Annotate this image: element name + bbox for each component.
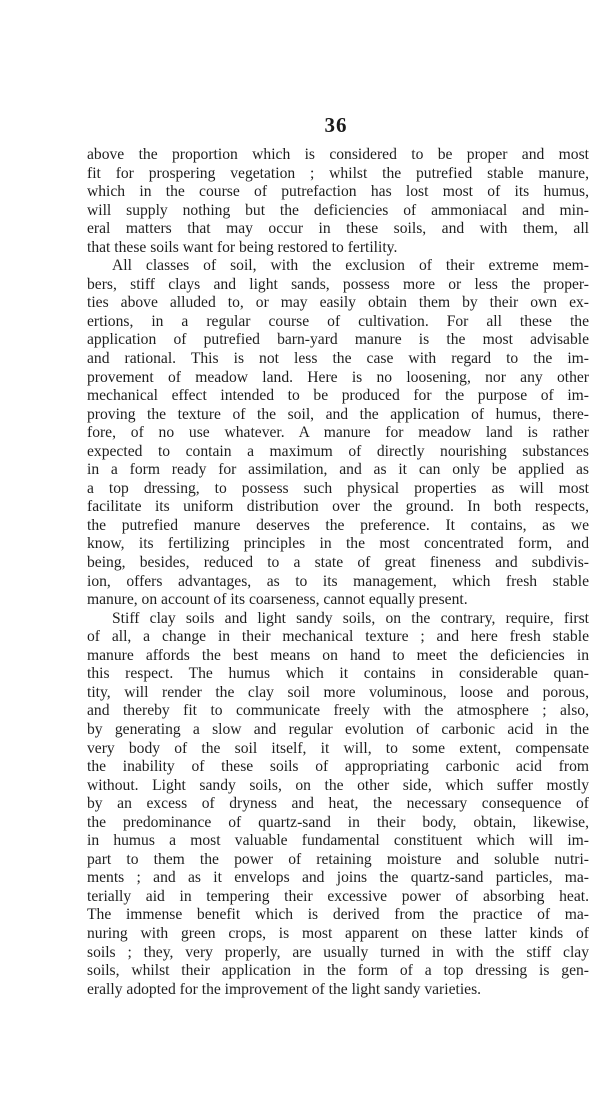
body-text [87, 146, 589, 999]
text-line: and rational. This is not less the case with regard to the im- [87, 350, 589, 368]
page-number: 36 [324, 113, 348, 137]
text-line: Stiff clay soils and light sandy soils, on the contrary, require, first [112, 609, 589, 627]
text-line: in humus a most valuable fundamental constituent which will im- [87, 832, 589, 850]
text-line: ments ; and as it envelops and joins the quartz-sand particles, ma- [87, 869, 589, 887]
text-line: the inability of these soils of appropriating carbonic acid from [87, 758, 589, 776]
text-line: bers, stiff clays and light sands, possess more or less the proper- [87, 275, 589, 293]
text-line: without. Light sandy soils, on the other side, which suffer mostly [87, 776, 589, 794]
text-line: The immense benefit which is derived from the practice of ma- [87, 906, 589, 924]
text-line: manure, on account of its coarseness, cannot equally present. [87, 591, 468, 609]
text-line: ion, offers advantages, as to its management, which fresh stable [87, 572, 589, 590]
text-line: nuring with green crops, is most apparent on these latter kinds of [87, 924, 589, 942]
text-line: will supply nothing but the deficiencies of ammoniacal and min- [87, 201, 589, 219]
text-line: ties above alluded to, or may easily obtain them by their own ex- [87, 294, 589, 312]
text-line: part to them the power of retaining moisture and soluble nutri- [87, 850, 589, 868]
text-line: by an excess of dryness and heat, the necessary consequence of [87, 795, 589, 813]
text-line: which in the course of putrefaction has lost most of its humus, [87, 183, 589, 201]
text-line: ertions, in a regular course of cultivation. For all these the [87, 312, 589, 330]
text-line: that these soils want for being restored to fertility. [87, 238, 398, 256]
text-line: erally adopted for the improvement of the light sandy varieties. [87, 980, 482, 998]
text-line: expected to contain a maximum of directly nourishing substances [87, 442, 589, 460]
text-line: facilitate its uniform distribution over the ground. In both respects, [87, 498, 589, 516]
text-line: terially aid in tempering their excessive power of absorbing heat. [87, 887, 589, 905]
text-line: All classes of soil, with the exclusion of their extreme mem- [112, 257, 589, 275]
text-line: soils ; they, very properly, are usually turned in with the stiff clay [87, 943, 589, 961]
text-line: proving the texture of the soil, and the application of humus, there- [87, 405, 589, 423]
text-line: the predominance of quartz-sand in their body, obtain, likewise, [87, 813, 589, 831]
text-line: the putrefied manure deserves the preference. It contains, as we [87, 516, 589, 534]
text-line: application of putrefied barn-yard manure is the most advisable [87, 331, 589, 349]
text-line: eral matters that may occur in these soils, and with them, all [87, 220, 589, 238]
text-line: tity, will render the clay soil more voluminous, loose and porous, [87, 683, 589, 701]
text-line: mechanical effect intended to be produced for the purpose of im- [87, 387, 589, 405]
text-line: very body of the soil itself, it will, to some extent, compensate [87, 739, 589, 757]
text-line: in a form ready for assimilation, and as it can only be applied as [87, 461, 589, 479]
paragraph [87, 610, 589, 999]
text-line: and thereby fit to communicate freely with the atmosphere ; also, [87, 702, 589, 720]
text-line: being, besides, reduced to a state of great fineness and subdivis- [87, 554, 589, 572]
text-line: a top dressing, to possess such physical properties as will most [87, 479, 589, 497]
text-line: of all, a change in their mechanical texture ; and here fresh stable [87, 628, 589, 646]
text-line: this respect. The humus which it contains in considerable quan- [87, 665, 589, 683]
paragraph [87, 146, 589, 257]
text-line: fit for prospering vegetation ; whilst the putrefied stable manure, [87, 164, 589, 182]
text-line: soils, whilst their application in the form of a top dressing is gen- [87, 962, 589, 980]
text-line: know, its fertilizing principles in the most concentrated form, and [87, 535, 589, 553]
text-line: fore, of no use whatever. A manure for meadow land is rather [87, 424, 589, 442]
paragraph [87, 257, 589, 609]
text-line: above the proportion which is considered to be proper and most [87, 146, 589, 163]
text-line: provement of meadow land. Here is no loosening, nor any other [87, 368, 589, 386]
text-line: manure affords the best means on hand to meet the deficiencies in [87, 646, 589, 664]
text-line: by generating a slow and regular evolution of carbonic acid in the [87, 720, 589, 738]
